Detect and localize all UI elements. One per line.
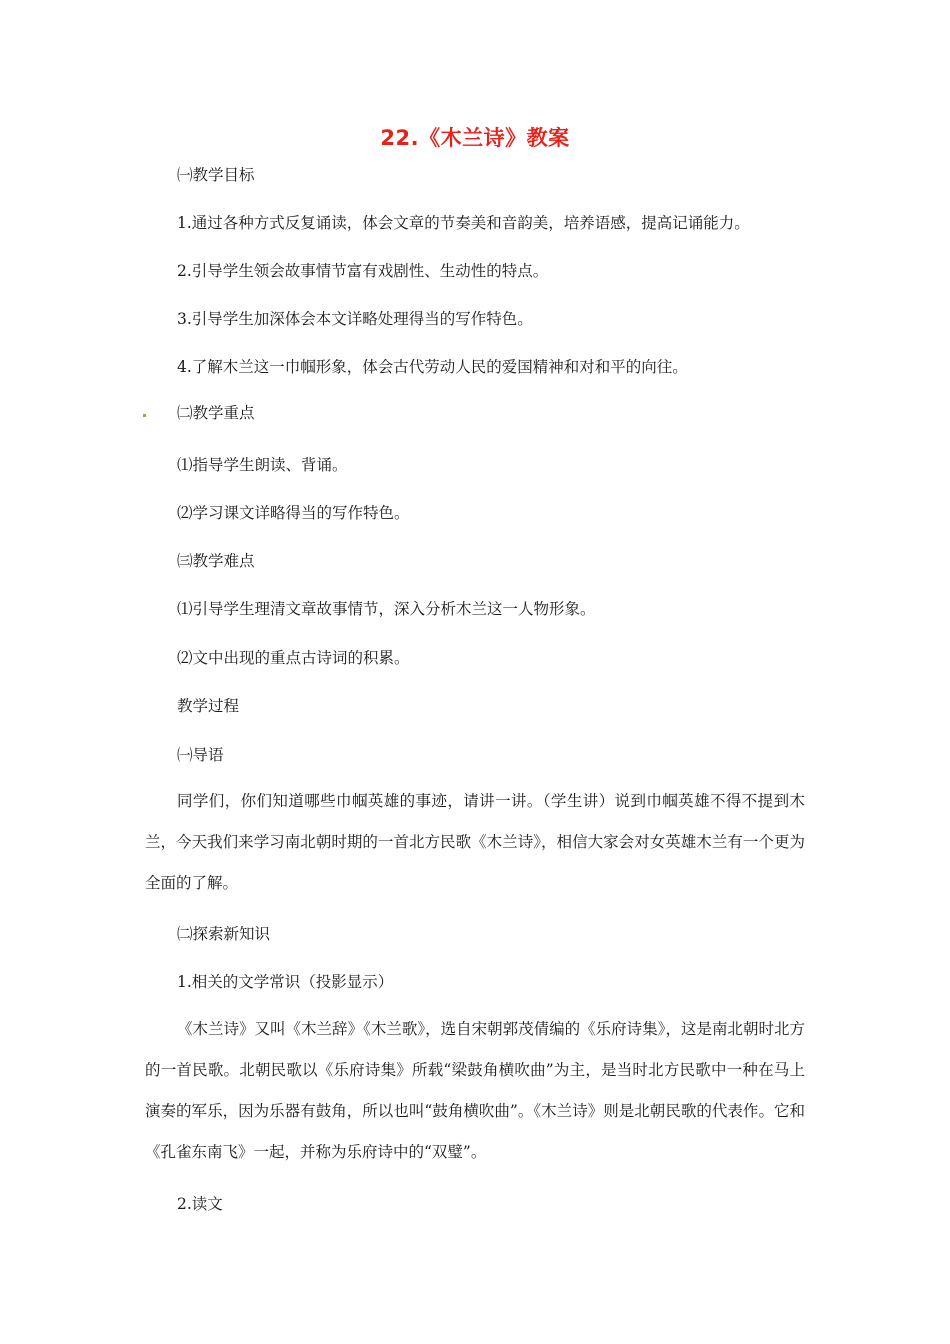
key-point-item: ⑴指导学生朗读、背诵。 xyxy=(177,456,348,474)
intro-heading: ㈠导语 xyxy=(177,746,224,764)
literary-knowledge-subheading: 1.相关的文学常识（投影显示） xyxy=(177,973,394,991)
section-heading-key-points: ㈡教学重点 xyxy=(177,404,255,422)
objective-item: 2.引导学生领会故事情节富有戏剧性、生动性的特点。 xyxy=(177,262,549,280)
objective-item: 1.通过各种方式反复诵读，体会文章的节奏美和音韵美，培养语感，提高记诵能力。 xyxy=(177,214,750,232)
section-heading-difficulties: ㈢教学难点 xyxy=(177,552,255,570)
new-knowledge-heading: ㈡探索新知识 xyxy=(177,925,271,943)
process-heading: 教学过程 xyxy=(177,697,240,715)
difficulty-item: ⑴引导学生理清文章故事情节，深入分析木兰这一人物形象。 xyxy=(177,600,596,618)
objective-item: 3.引导学生加深体会本文详略处理得当的写作特色。 xyxy=(177,310,533,328)
section-heading-objectives: ㈠教学目标 xyxy=(177,166,255,184)
objective-item: 4.了解木兰这一巾帼形象，体会古代劳动人民的爱国精神和对和平的向往。 xyxy=(177,358,688,376)
intro-paragraph: 同学们，你们知道哪些巾帼英雄的事迹，请讲一讲。（学生讲）说到巾帼英雄不得不提到木兰，今天我们来学习南北朝时期的一首北方民歌《木兰诗》，相信大家会对女英雄木兰有一个更为全面的了解。 xyxy=(145,792,805,892)
key-point-item: ⑵学习课文详略得当的写作特色。 xyxy=(177,504,410,522)
difficulty-item: ⑵文中出现的重点古诗词的积累。 xyxy=(177,649,410,667)
document-title: 22.《木兰诗》教案 xyxy=(380,126,570,150)
literary-knowledge-paragraph: 《木兰诗》又叫《木兰辞》《木兰歌》，选自宋朝郭茂倩编的《乐府诗集》，这是南北朝时北方的一首民歌。北朝民歌以《乐府诗集》所载“梁鼓角横吹曲”为主，是当时北方民歌中一种在马上演奏的军乐，因为乐器有鼓角，所以也叫“鼓角横吹曲”。《木兰诗》则是北朝民歌的代表作。它和《孔雀东南飞》一起，并称为乐府诗中的“双璧”。 xyxy=(145,1020,805,1161)
stray-mark xyxy=(143,414,146,417)
reading-subheading: 2.读文 xyxy=(177,1195,223,1213)
